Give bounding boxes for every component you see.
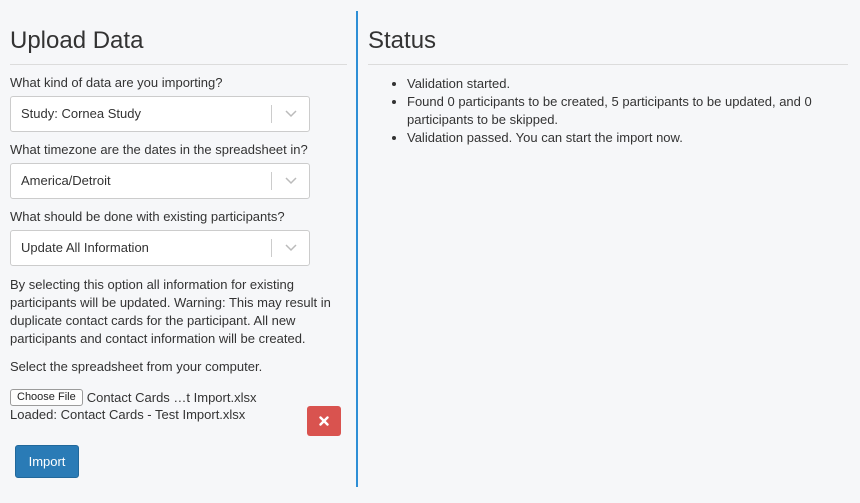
existing-description: By selecting this option all information for existing participants will be updated. Warning: This may result in duplicate contact cards for the participant. All new participants and contact information will be created. [10, 277, 331, 346]
timezone-select[interactable] [10, 163, 310, 199]
status-item: • Validation started. [407, 75, 848, 93]
kind-select-value: Study: Cornea Study [21, 106, 141, 121]
remove-file-button[interactable] [307, 406, 341, 436]
choose-file-button[interactable]: Choose File [10, 389, 83, 406]
select-separator [271, 239, 272, 257]
chevron-down-icon [284, 243, 298, 253]
timezone-label: What timezone are the dates in the spreadsheet in? [10, 142, 308, 157]
upload-panel [10, 10, 347, 469]
status-item: • Validation passed. You can start the import now. [407, 129, 848, 147]
status-title: Status [368, 27, 437, 54]
kind-select[interactable] [10, 96, 310, 132]
import-button[interactable]: Import [15, 445, 79, 478]
existing-label: What should be done with existing participants? [10, 209, 285, 224]
existing-select-value: Update All Information [21, 240, 149, 255]
kind-label: What kind of data are you importing? [10, 75, 223, 90]
close-icon [319, 416, 329, 426]
existing-select[interactable] [10, 230, 310, 266]
panel-divider [356, 11, 358, 487]
chevron-down-icon [284, 176, 298, 186]
status-divider [368, 64, 848, 65]
chevron-down-icon [284, 109, 298, 119]
select-separator [271, 105, 272, 123]
status-panel [368, 10, 848, 147]
upload-divider [10, 64, 347, 65]
select-spreadsheet-text: Select the spreadsheet from your computer. [10, 359, 263, 374]
status-item: • Found 0 participants to be created, 5 participants to be updated, and 0 participants to be skipped. [407, 93, 848, 129]
upload-title: Upload Data [10, 27, 144, 54]
file-input[interactable] [10, 388, 347, 406]
timezone-select-value: America/Detroit [21, 173, 111, 188]
status-list [368, 75, 848, 147]
select-separator [271, 172, 272, 190]
loaded-file-text: Loaded: Contact Cards - Test Import.xlsx [10, 407, 246, 422]
chosen-file-name: Contact Cards …t Import.xlsx [86, 389, 257, 405]
